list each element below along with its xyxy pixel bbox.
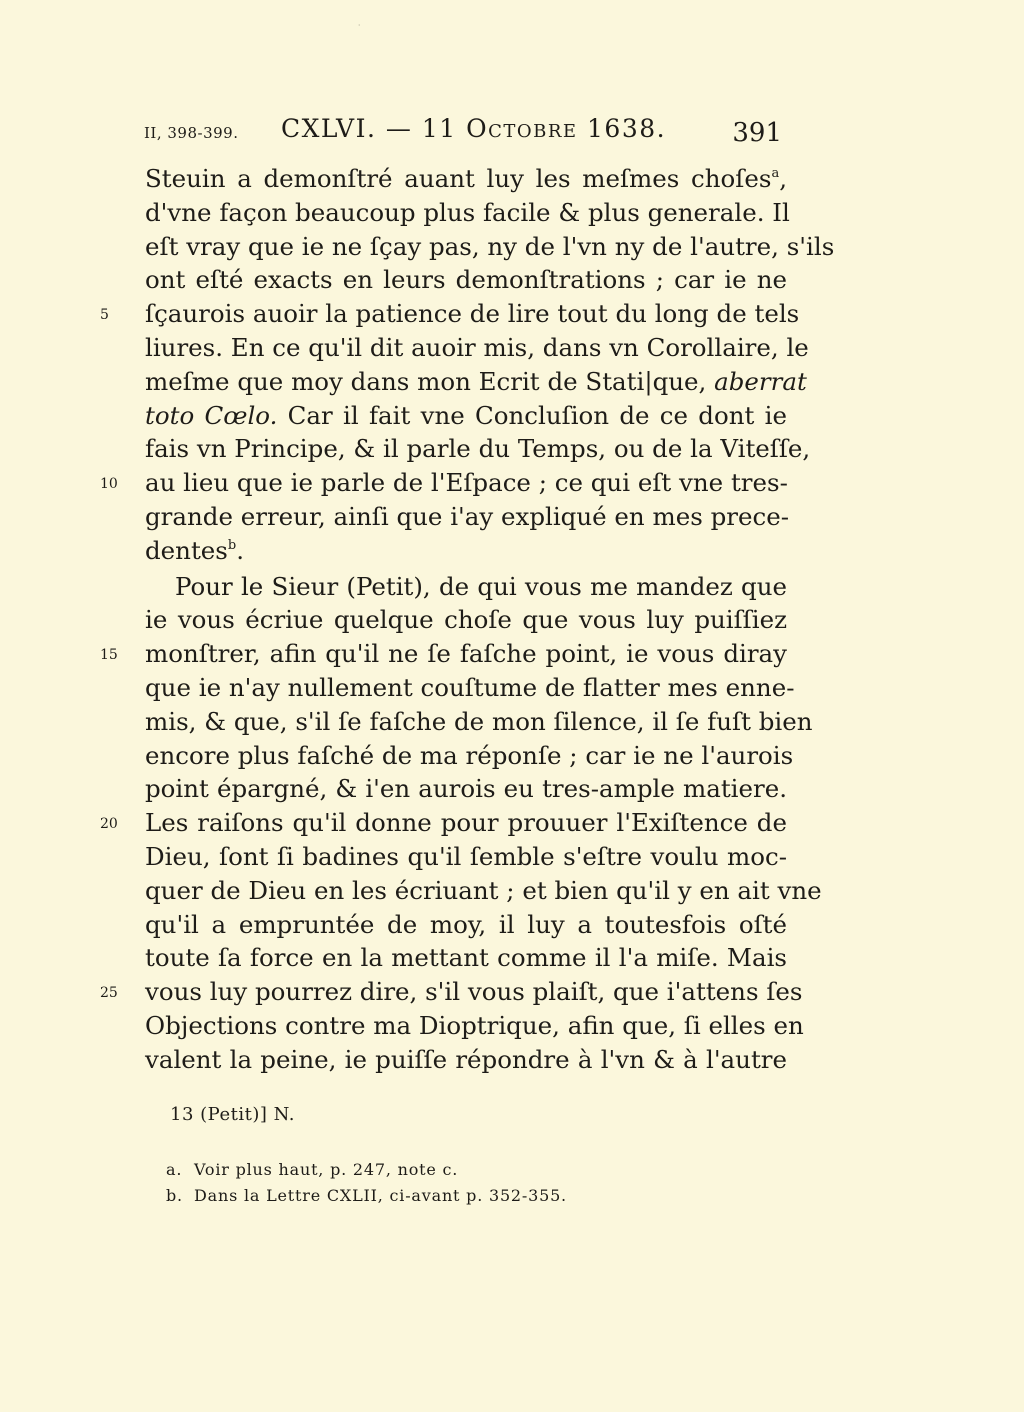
line-text: que ie n'ay nullement couſtume de flatter mes enne- [145, 672, 795, 702]
line-text: fais vn Principe, & il parle du Temps, ou de la Viteſſe, [145, 434, 811, 464]
footnote [166, 1183, 567, 1209]
letter-day: 11 [421, 114, 457, 143]
line-text: . [236, 535, 245, 565]
line-text: meſme que moy dans mon Ecrit de Stati|que, [145, 366, 715, 396]
text-line [145, 196, 790, 230]
text-line [145, 534, 787, 568]
line-text: vous luy pourrez dire, s'il vous plaiſt, que i'attens ſes [145, 977, 803, 1007]
line-text: Car il fait vne Concluſion de ce dont ie [277, 400, 787, 430]
running-header [144, 114, 784, 150]
line-text: Objections contre ma Dioptrique, afin que, ſi elles en [145, 1010, 804, 1040]
text-line [145, 705, 813, 739]
footnotes [166, 1157, 567, 1209]
text-line [145, 1009, 804, 1043]
page-number: 391 [732, 118, 782, 148]
text-line [100, 637, 787, 671]
line-number: 25 [100, 985, 118, 1002]
text-line [145, 874, 822, 908]
footnote-label: a. [166, 1160, 183, 1179]
text-line [100, 466, 788, 500]
text-line [145, 739, 794, 773]
text-line [145, 1043, 787, 1077]
letter-date: Octobre 1638. [466, 114, 667, 143]
variant-note: 13 (Petit)] N. [170, 1104, 295, 1125]
line-text: ſçaurois auoir la patience de lire tout du long de tels [145, 299, 800, 329]
line-text: grande erreur, ainſi que i'ay expliqué en mes prece- [145, 501, 789, 531]
line-text: point épargné, & i'en aurois eu tres-ample matiere. [145, 774, 787, 804]
line-text: encore plus faſché de ma réponſe ; car ie ne l'aurois [145, 740, 794, 770]
letter-number: CXLVI. [281, 114, 377, 143]
line-text: dentes [145, 535, 228, 565]
line-text: valent la peine, ie puiſſe répondre à l'vn & à l'autre [145, 1044, 787, 1074]
text-line [145, 500, 787, 534]
line-text: qu'il a empruntée de moy, il luy a toutesfois oſté [145, 909, 787, 939]
text-line [145, 671, 795, 705]
text-line [145, 365, 807, 399]
text-line [145, 603, 787, 637]
italic-text: toto Cœlo. [145, 400, 278, 430]
line-text: ie vous écriue quelque choſe que vous luy puiſſiez [145, 605, 787, 635]
header-reference: II, 398-399. [144, 124, 239, 142]
footnote-marker: b [227, 537, 237, 553]
letter-body [100, 162, 835, 1077]
line-text: monſtrer, afin qu'il ne ſe faſche point, ie vous diray [145, 639, 787, 669]
line-text: mis, & que, s'il ſe faſche de mon ſilence, il ſe fuſt bien [145, 706, 813, 736]
text-line [145, 941, 787, 975]
text-line [145, 162, 787, 196]
line-number: 20 [100, 816, 118, 833]
line-text: toute ſa force en la mettant comme il l'a miſe. Mais [145, 943, 787, 973]
footnote-label: b. [166, 1186, 183, 1205]
line-number: 15 [100, 647, 118, 664]
line-text: d'vne façon beaucoup plus facile & plus generale. Il [145, 197, 790, 227]
footnote [166, 1157, 567, 1183]
text-line [145, 772, 787, 806]
text-line [145, 570, 787, 604]
line-text: eſt vray que ie ne ſçay pas, ny de l'vn ny de l'autre, s'ils [145, 231, 835, 261]
footnote-text: Dans la Lettre CXLII, ci-avant p. 352-355. [194, 1186, 567, 1205]
line-text: Pour le Sieur (Petit), de qui vous me mandez que [175, 571, 787, 601]
line-text: liures. En ce qu'il dit auoir mis, dans vn Corollaire, le [145, 332, 809, 362]
italic-text: aberrat [714, 366, 807, 396]
text-line [145, 432, 811, 466]
text-line [145, 840, 787, 874]
page-speck: ⸱ [358, 21, 361, 31]
text-line [145, 908, 787, 942]
text-line [145, 230, 835, 264]
text-line [100, 975, 803, 1009]
line-text: Steuin a demonſtré auant luy les meſmes choſes [145, 164, 772, 193]
text-line [145, 263, 787, 297]
text-line [145, 399, 787, 433]
line-text: Les raiſons qu'il donne pour prouuer l'Exiſtence de [145, 808, 787, 838]
text-line [145, 331, 809, 365]
text-line [100, 806, 787, 840]
line-text: quer de Dieu en les écriuant ; et bien qu'il y en ait vne [145, 875, 822, 905]
line-number: 10 [100, 476, 118, 493]
line-text: au lieu que ie parle de l'Eſpace ; ce qui eſt vne tres- [145, 468, 788, 498]
line-text: Dieu, ſont ſi badines qu'il ſemble s'eſtre voulu moc- [145, 841, 787, 871]
line-number: 5 [100, 307, 109, 324]
letter-title [281, 114, 666, 143]
footnote-text: Voir plus haut, p. 247, note c. [194, 1160, 459, 1179]
title-separator: — [385, 114, 413, 143]
footnote-marker: a [771, 166, 780, 181]
line-text: ont eſté exacts en leurs demonſtrations ; car ie ne [145, 265, 787, 295]
text-line [100, 297, 800, 331]
line-text: , [779, 164, 787, 193]
